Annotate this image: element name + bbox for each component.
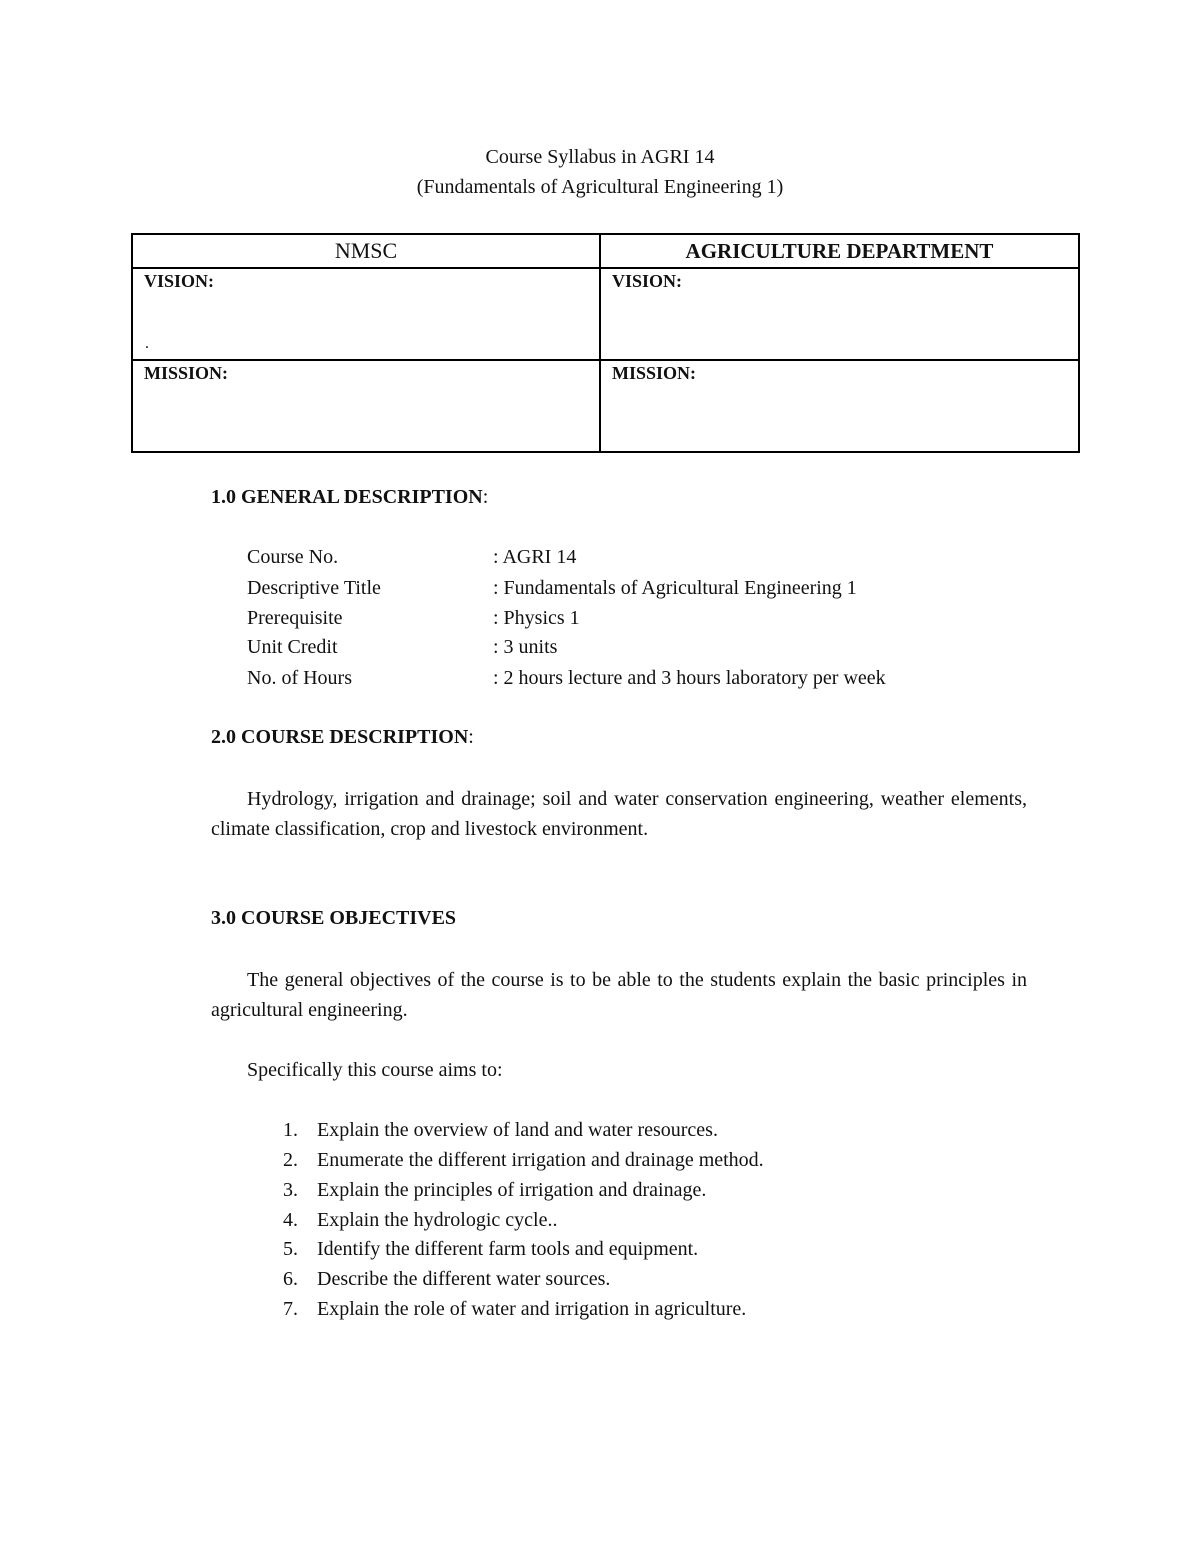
list-item-text: Explain the hydrologic cycle.. — [317, 1209, 558, 1231]
doc-subtitle: (Fundamentals of Agricultural Engineering 1) — [416, 176, 784, 198]
info-label: Course No. — [247, 546, 339, 568]
nmsc-mission-label: MISSION: — [144, 363, 229, 383]
list-item-text: Explain the role of water and irrigation in agriculture. — [317, 1298, 747, 1320]
general-description-heading-text: 1.0 GENERAL DESCRIPTION — [211, 486, 483, 508]
department-header-text: AGRICULTURE DEPARTMENT — [685, 239, 994, 263]
department-header — [600, 234, 1079, 268]
nmsc-header — [132, 234, 600, 268]
list-item — [283, 1179, 706, 1202]
info-label: Prerequisite — [247, 607, 343, 629]
info-label: Unit Credit — [247, 636, 338, 658]
info-value: : Fundamentals of Agricultural Engineering 1 — [493, 577, 857, 599]
course-objectives-heading: 3.0 COURSE OBJECTIVES — [211, 907, 457, 929]
course-description-colon: : — [468, 726, 474, 748]
general-description-heading — [211, 486, 488, 509]
general-description-colon: : — [482, 486, 489, 508]
department-mission-cell — [600, 360, 1079, 452]
course-description-heading-text: 2.0 COURSE DESCRIPTION — [211, 726, 469, 748]
list-item-text: Enumerate the different irrigation and drainage method. — [317, 1149, 764, 1171]
nmsc-mission-cell — [132, 360, 600, 452]
list-item-number: 7. — [283, 1298, 298, 1320]
specific-objectives-intro: Specifically this course aims to: — [247, 1059, 503, 1081]
list-item-number: 3. — [283, 1179, 298, 1201]
list-item-text: Describe the different water sources. — [317, 1268, 611, 1290]
nmsc-vision-cell — [132, 268, 600, 360]
info-label: Descriptive Title — [247, 577, 381, 599]
list-item-text: Identify the different farm tools and equipment. — [317, 1238, 699, 1260]
course-description-paragraph — [211, 784, 1027, 844]
vision-mission-table — [131, 233, 1080, 453]
list-item-text: Explain the overview of land and water resources. — [317, 1119, 718, 1141]
list-item — [283, 1119, 718, 1142]
info-value: : 2 hours lecture and 3 hours laboratory per week — [493, 667, 886, 689]
nmsc-vision-label: VISION: — [144, 271, 215, 291]
list-item-number: 1. — [283, 1119, 298, 1141]
doc-title: Course Syllabus in AGRI 14 — [485, 146, 715, 168]
list-item — [283, 1149, 764, 1172]
list-item-text: Explain the principles of irrigation and drainage. — [317, 1179, 707, 1201]
info-value: : Physics 1 — [493, 607, 580, 629]
list-item — [283, 1209, 557, 1232]
list-item-number: 4. — [283, 1209, 298, 1231]
nmsc-vision-mark: . — [145, 335, 149, 352]
list-item — [283, 1238, 698, 1261]
nmsc-header-text: NMSC — [334, 238, 398, 263]
info-value: : AGRI 14 — [493, 546, 577, 568]
general-objective-paragraph — [211, 965, 1027, 1025]
list-item — [283, 1298, 746, 1321]
info-value: : 3 units — [493, 636, 558, 658]
department-vision-label: VISION: — [612, 271, 683, 291]
course-description-heading — [211, 726, 474, 749]
department-mission-label: MISSION: — [612, 363, 697, 383]
course-description-text: Hydrology, irrigation and drainage; soil and water conservation engineering, weather elements, climate classification, crop and livestock environment. — [211, 788, 1027, 840]
list-item-number: 5. — [283, 1238, 298, 1260]
list-item-number: 2. — [283, 1149, 298, 1171]
info-label: No. of Hours — [247, 667, 352, 689]
department-vision-cell — [600, 268, 1079, 360]
general-objective-text: The general objectives of the course is to be able to the students explain the basic principles in agricultural engineering. — [211, 969, 1027, 1021]
list-item — [283, 1268, 610, 1291]
list-item-number: 6. — [283, 1268, 298, 1290]
